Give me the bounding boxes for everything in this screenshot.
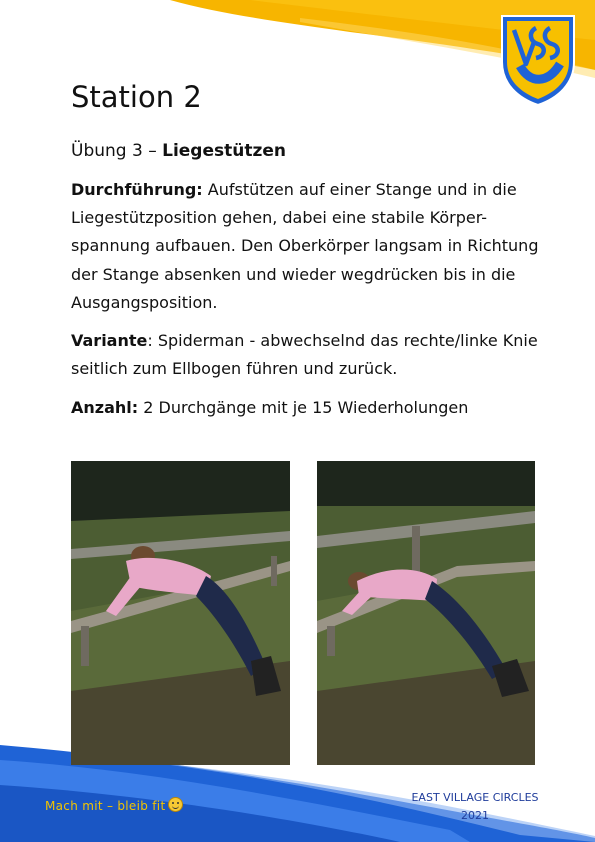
variant-paragraph <box>71 327 541 383</box>
execution-paragraph <box>71 176 541 317</box>
org-year: 2021 <box>461 809 489 822</box>
footer-organization <box>410 789 540 825</box>
count-text: 2 Durchgänge mit je 15 Wiederholungen <box>138 398 469 417</box>
slogan-text: Mach mit – bleib fit <box>45 799 166 813</box>
exercise-photo-start <box>71 461 290 765</box>
club-logo <box>498 12 578 108</box>
footer-slogan <box>45 797 183 813</box>
smiley-icon <box>168 797 183 812</box>
execution-label: Durchführung: <box>71 180 203 199</box>
count-label: Anzahl: <box>71 398 139 417</box>
variant-label: Variante <box>71 331 148 350</box>
org-name: EAST VILLAGE CIRCLES <box>411 791 539 804</box>
page-title: Station 2 <box>71 80 202 114</box>
execution-text: Aufstützen auf einer Stange und in die Liegestützposition gehen, dabei eine stabile Körper-spannung aufbauen. Den Oberkörper langsam in Richtung der Stange absenken und wieder wegdrücken bis in die Ausgangsposition. <box>71 180 539 312</box>
exercise-photo-lowered <box>317 461 535 765</box>
exercise-prefix: Übung 3 – <box>71 141 163 161</box>
variant-text: : Spiderman - abwechselnd das rechte/linke Knie seitlich zum Ellbogen führen und zurück. <box>71 331 538 379</box>
count-paragraph <box>71 394 541 422</box>
exercise-heading <box>71 140 286 162</box>
exercise-name: Liegestützen <box>162 141 286 161</box>
